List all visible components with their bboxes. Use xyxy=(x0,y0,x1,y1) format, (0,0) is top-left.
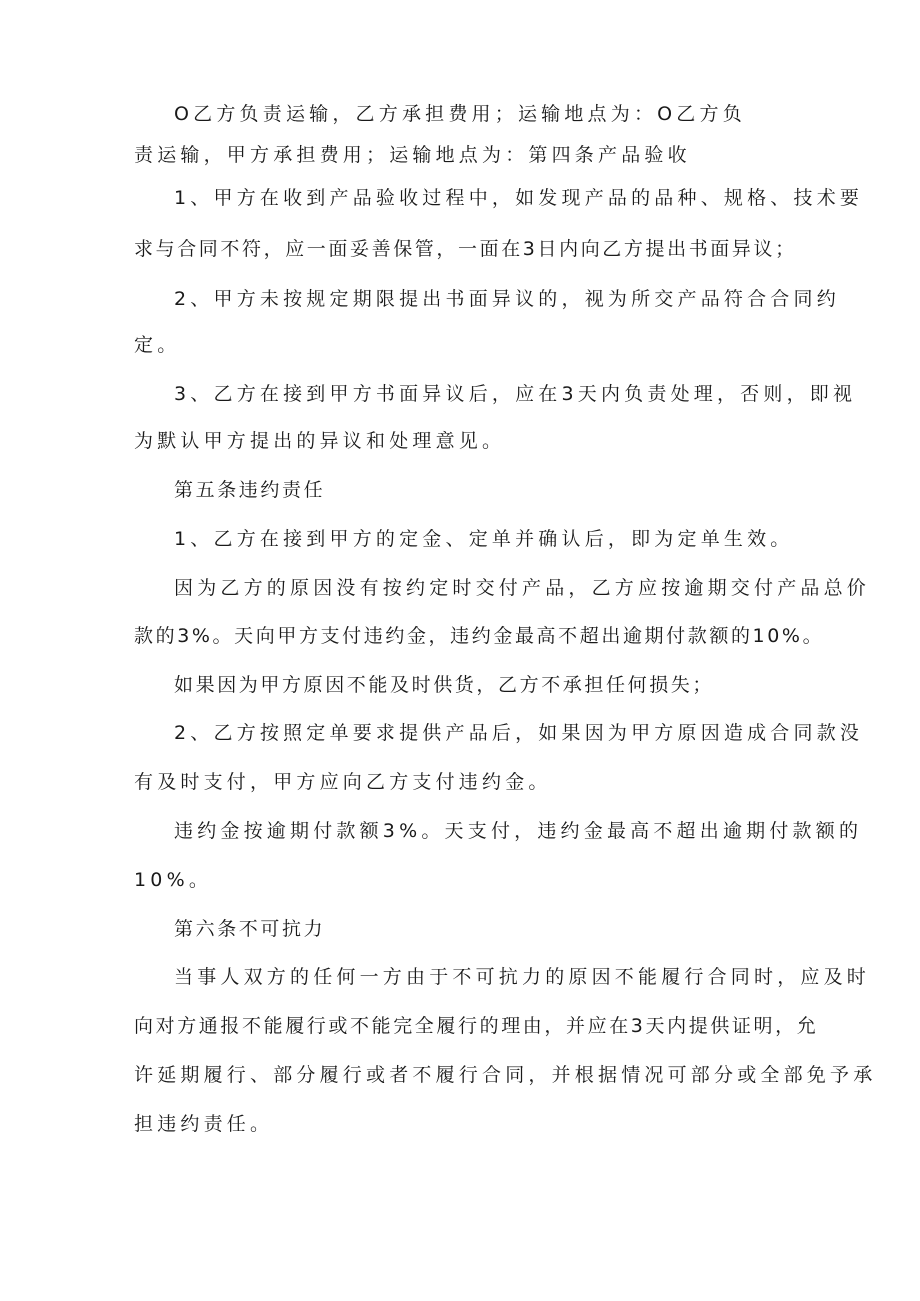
text-line: 2、甲方未按规定期限提出书面异议的，视为所交产品符合合同约 xyxy=(174,288,840,310)
text-line: 因为乙方的原因没有按约定时交付产品，乙方应按逾期交付产品总价 xyxy=(174,577,871,599)
text-line: 1、甲方在收到产品验收过程中，如发现产品的品种、规格、技术要 xyxy=(174,187,864,209)
section-heading: 第五条违约责任 xyxy=(174,479,326,501)
text-line: 1、乙方在接到甲方的定金、定单并确认后，即为定单生效。 xyxy=(174,528,794,550)
text-line: 担违约责任。 xyxy=(134,1113,274,1135)
text-line: 定。 xyxy=(134,334,181,356)
text-line: 10%。 xyxy=(134,869,213,891)
section-heading: 第六条不可抗力 xyxy=(174,918,326,940)
text-line: O乙方负责运输，乙方承担费用；运输地点为：O乙方负 xyxy=(174,103,746,125)
text-line: 向对方通报不能履行或不能完全履行的理由，并应在3天内提供证明，允 xyxy=(134,1015,819,1037)
text-line: 许延期履行、部分履行或者不履行合同，并根据情况可部分或全部免予承 xyxy=(134,1064,877,1086)
text-line: 款的3%。天向甲方支付违约金，违约金最高不超出逾期付款额的10%。 xyxy=(134,625,825,647)
text-line: 为默认甲方提出的异议和处理意见。 xyxy=(134,430,506,452)
text-line: 求与合同不符，应一面妥善保管，一面在3日内向乙方提出书面异议； xyxy=(134,238,797,260)
text-line: 有及时支付，甲方应向乙方支付违约金。 xyxy=(134,771,552,793)
text-line: 违约金按逾期付款额3%。天支付，违约金最高不超出逾期付款额的 xyxy=(174,820,863,842)
text-line: 3、乙方在接到甲方书面异议后，应在3天内负责处理，否则，即视 xyxy=(174,383,857,405)
text-line: 2、乙方按照定单要求提供产品后，如果因为甲方原因造成合同款没 xyxy=(174,722,864,744)
text-line: 如果因为甲方原因不能及时供货，乙方不承担任何损失； xyxy=(174,674,715,696)
text-line: 当事人双方的任何一方由于不可抗力的原因不能履行合同时，应及时 xyxy=(174,966,871,988)
text-line: 责运输，甲方承担费用；运输地点为：第四条产品验收 xyxy=(134,144,691,166)
